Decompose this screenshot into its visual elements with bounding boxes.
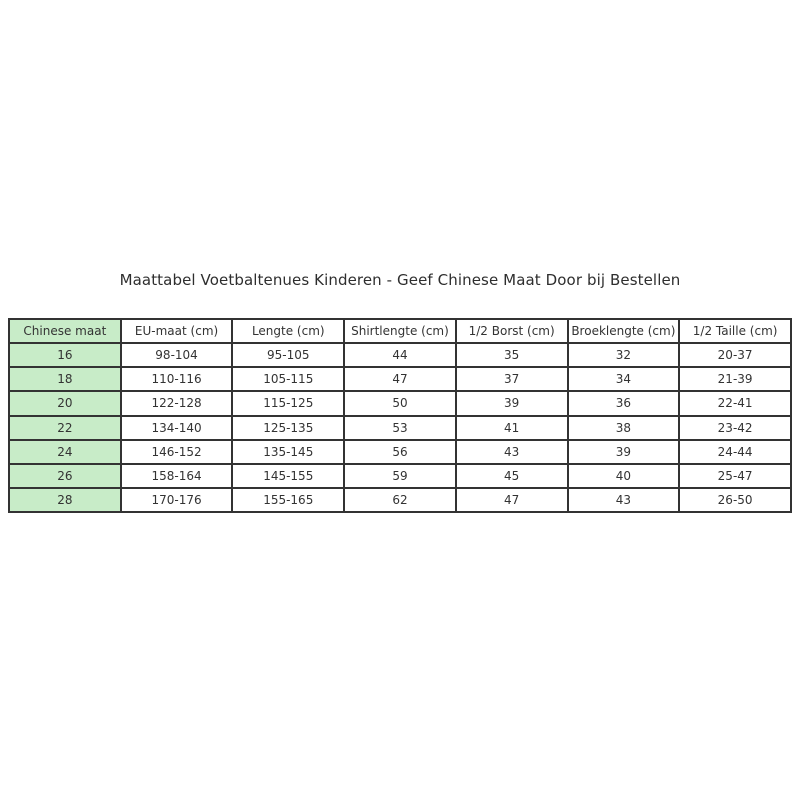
row-header-cell: 16 bbox=[9, 343, 121, 367]
row-header-cell: 20 bbox=[9, 391, 121, 415]
table-cell: 43 bbox=[568, 488, 680, 512]
table-cell: 38 bbox=[568, 416, 680, 440]
table-row bbox=[9, 367, 791, 391]
table-cell: 50 bbox=[344, 391, 456, 415]
column-header-lengte: Lengte (cm) bbox=[232, 319, 344, 343]
table-cell: 134-140 bbox=[121, 416, 233, 440]
table-cell: 45 bbox=[456, 464, 568, 488]
table-cell: 37 bbox=[456, 367, 568, 391]
table-cell: 39 bbox=[456, 391, 568, 415]
table-cell: 47 bbox=[344, 367, 456, 391]
table-cell: 26-50 bbox=[679, 488, 791, 512]
table-cell: 145-155 bbox=[232, 464, 344, 488]
table-cell: 25-47 bbox=[679, 464, 791, 488]
table-row bbox=[9, 440, 791, 464]
size-chart-table bbox=[8, 318, 792, 513]
table-cell: 53 bbox=[344, 416, 456, 440]
column-header-borst: 1/2 Borst (cm) bbox=[456, 319, 568, 343]
table-cell: 24-44 bbox=[679, 440, 791, 464]
table-row bbox=[9, 488, 791, 512]
column-header-taille: 1/2 Taille (cm) bbox=[679, 319, 791, 343]
table-cell: 95-105 bbox=[232, 343, 344, 367]
table-row bbox=[9, 343, 791, 367]
table-cell: 20-37 bbox=[679, 343, 791, 367]
chart-title: Maattabel Voetbaltenues Kinderen - Geef Chinese Maat Door bij Bestellen bbox=[119, 271, 681, 289]
table-cell: 155-165 bbox=[232, 488, 344, 512]
row-header-cell: 26 bbox=[9, 464, 121, 488]
column-header-eu-maat: EU-maat (cm) bbox=[121, 319, 233, 343]
row-header-cell: 18 bbox=[9, 367, 121, 391]
table-cell: 105-115 bbox=[232, 367, 344, 391]
column-header-chinese-maat: Chinese maat bbox=[9, 319, 121, 343]
table-cell: 115-125 bbox=[232, 391, 344, 415]
table-cell: 125-135 bbox=[232, 416, 344, 440]
table-cell: 41 bbox=[456, 416, 568, 440]
row-header-cell: 28 bbox=[9, 488, 121, 512]
column-header-broeklengte: Broeklengte (cm) bbox=[568, 319, 680, 343]
table-cell: 122-128 bbox=[121, 391, 233, 415]
table-cell: 47 bbox=[456, 488, 568, 512]
table-cell: 21-39 bbox=[679, 367, 791, 391]
table-cell: 40 bbox=[568, 464, 680, 488]
table-cell: 158-164 bbox=[121, 464, 233, 488]
table-cell: 98-104 bbox=[121, 343, 233, 367]
table-row bbox=[9, 464, 791, 488]
table-cell: 110-116 bbox=[121, 367, 233, 391]
table-cell: 170-176 bbox=[121, 488, 233, 512]
table-cell: 62 bbox=[344, 488, 456, 512]
table-header-row bbox=[9, 319, 791, 343]
table-cell: 146-152 bbox=[121, 440, 233, 464]
table-cell: 43 bbox=[456, 440, 568, 464]
table-cell: 23-42 bbox=[679, 416, 791, 440]
table-cell: 39 bbox=[568, 440, 680, 464]
table-cell: 22-41 bbox=[679, 391, 791, 415]
table-cell: 36 bbox=[568, 391, 680, 415]
table-cell: 35 bbox=[456, 343, 568, 367]
row-header-cell: 22 bbox=[9, 416, 121, 440]
table-cell: 59 bbox=[344, 464, 456, 488]
row-header-cell: 24 bbox=[9, 440, 121, 464]
table-cell: 34 bbox=[568, 367, 680, 391]
table-row bbox=[9, 391, 791, 415]
table-cell: 44 bbox=[344, 343, 456, 367]
table-row bbox=[9, 416, 791, 440]
table-cell: 32 bbox=[568, 343, 680, 367]
column-header-shirtlengte: Shirtlengte (cm) bbox=[344, 319, 456, 343]
table-cell: 56 bbox=[344, 440, 456, 464]
table-cell: 135-145 bbox=[232, 440, 344, 464]
